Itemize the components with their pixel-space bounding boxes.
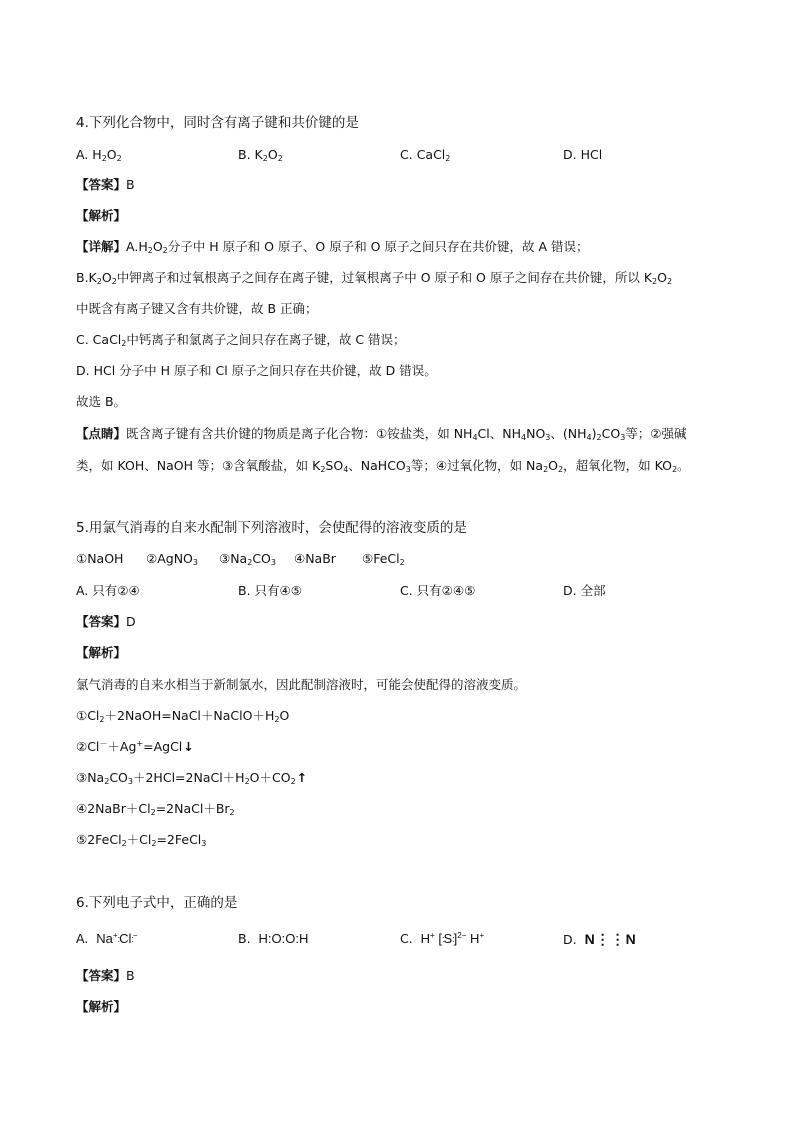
q4-detail-line-4: C. CaCl$_2$中钙离子和氯离子之间只存在离子键，故 C 错误； — [76, 332, 406, 348]
q4-stem: 4.下列化合物中，同时含有离子键和共价键的是 — [76, 115, 359, 131]
q6-answer: 【答案】B — [76, 968, 135, 983]
q5-answer: 【答案】D — [76, 614, 136, 629]
q6-option-b: B. H:O:O:H — [238, 931, 309, 946]
precipitate-arrow-icon: ↓ — [183, 739, 194, 754]
q5-option-d: D. 全部 — [563, 583, 606, 598]
q6-analysis-tag: 【解析】 — [76, 999, 127, 1014]
q4-note-line-2: 类，如 KOH、NaOH 等；③含氧酸盐，如 $K_2SO_4$、NaHCO$_3$等；④过氧化物，如 $Na_2O_2$，超氧化物，如 $KO_2$。 — [76, 458, 690, 474]
q4-detail-line-2: $B.K_2O_2$中钾离子和过氧根离子之间存在离子键，过氧根离子中 O 原子和 O 原子之间存在共价键，所以 $K_2O_2$ — [76, 270, 673, 286]
q5-equation-5: $⑤2FeCl_2+Cl_2=2FeCl_3$ — [76, 832, 207, 848]
q5-option-c: C. 只有②④⑤ — [400, 583, 476, 598]
q6-stem: 6.下列电子式中，正确的是 — [76, 895, 238, 911]
q4-analysis-tag: 【解析】 — [76, 208, 127, 223]
q6-option-a: A. Na+:Cl:− — [76, 931, 138, 946]
q6-option-d: D. N⋮⋮N — [563, 931, 637, 947]
q5-option-a: A. 只有②④ — [76, 583, 140, 598]
q4-answer: 【答案】B — [76, 177, 135, 192]
q5-item-3: $③Na_2CO_3$ — [219, 551, 276, 567]
q4-option-c: C. CaCl$_2$ — [400, 147, 451, 163]
q4-detail-line-1: 【详解】$A.H_2O_2$分子中 H 原子和 O 原子、O 原子和 O 原子之间只存在共价键，故 A 错误； — [76, 239, 589, 255]
q5-equation-4: $④2NaBr+Cl_2=2NaCl+Br_2$ — [76, 801, 235, 817]
q6-lewis-a: Na+:Cl:− — [96, 931, 138, 946]
q4-detail-line-3: 中既含有离子键又含有共价键，故 B 正确； — [76, 301, 318, 316]
q4-detail-line-5: D. HCl 分子中 H 原子和 Cl 原子之间只存在共价键，故 D 错误。 — [76, 363, 437, 378]
q6-lewis-b: H:O:O:H — [258, 931, 309, 946]
q5-equation-2: ②Cl－＋Ag+=AgCl↓ — [76, 739, 194, 754]
q6-option-c: C. H+ [:S:]$^{2-}$ H+ — [400, 931, 485, 946]
q5-item-2: ②AgNO$_3$ — [146, 551, 198, 567]
q5-equation-1: $①Cl_2+2NaOH=NaCl+NaClO+H_2O$ — [76, 708, 290, 724]
q5-option-b: B. 只有④⑤ — [238, 583, 302, 598]
q5-equation-3: $③Na_2CO_3+2HCl=2NaCl+H_2O+CO_2↑$ — [76, 770, 308, 786]
q4-note-line-1: 【点睛】既含离子键有含共价键的物质是离子化合物：①铵盐类，如 $NH_4Cl$、$NH_4NO_3$、$(NH_4)_2CO_3$等；②强碱 — [76, 426, 687, 442]
q4-option-a: A. $H_2O_2$ — [76, 147, 122, 163]
q4-conclusion: 故选 B。 — [76, 394, 127, 409]
q4-option-d: D. HCl — [563, 147, 603, 162]
q5-explanation: 氯气消毒的自来水相当于新制氯水，因此配制溶液时，可能会使配得的溶液变质。 — [76, 677, 527, 692]
gas-arrow-icon: ↑ — [296, 770, 308, 785]
q5-analysis-tag: 【解析】 — [76, 645, 127, 660]
q5-stem: 5.用氯气消毒的自来水配制下列溶液时，会使配得的溶液变质的是 — [76, 520, 467, 536]
q5-item-5: ⑤FeCl$_2$ — [362, 551, 405, 567]
q4-option-b: B. $K_2O_2$ — [238, 147, 283, 163]
q6-lewis-c: H+ [:S:]$^{2-}$ H+ — [420, 931, 485, 946]
q5-item-4: ④NaBr — [294, 551, 336, 566]
q6-lewis-d: N⋮⋮N — [584, 931, 637, 947]
q5-item-1: ①NaOH — [76, 551, 124, 566]
